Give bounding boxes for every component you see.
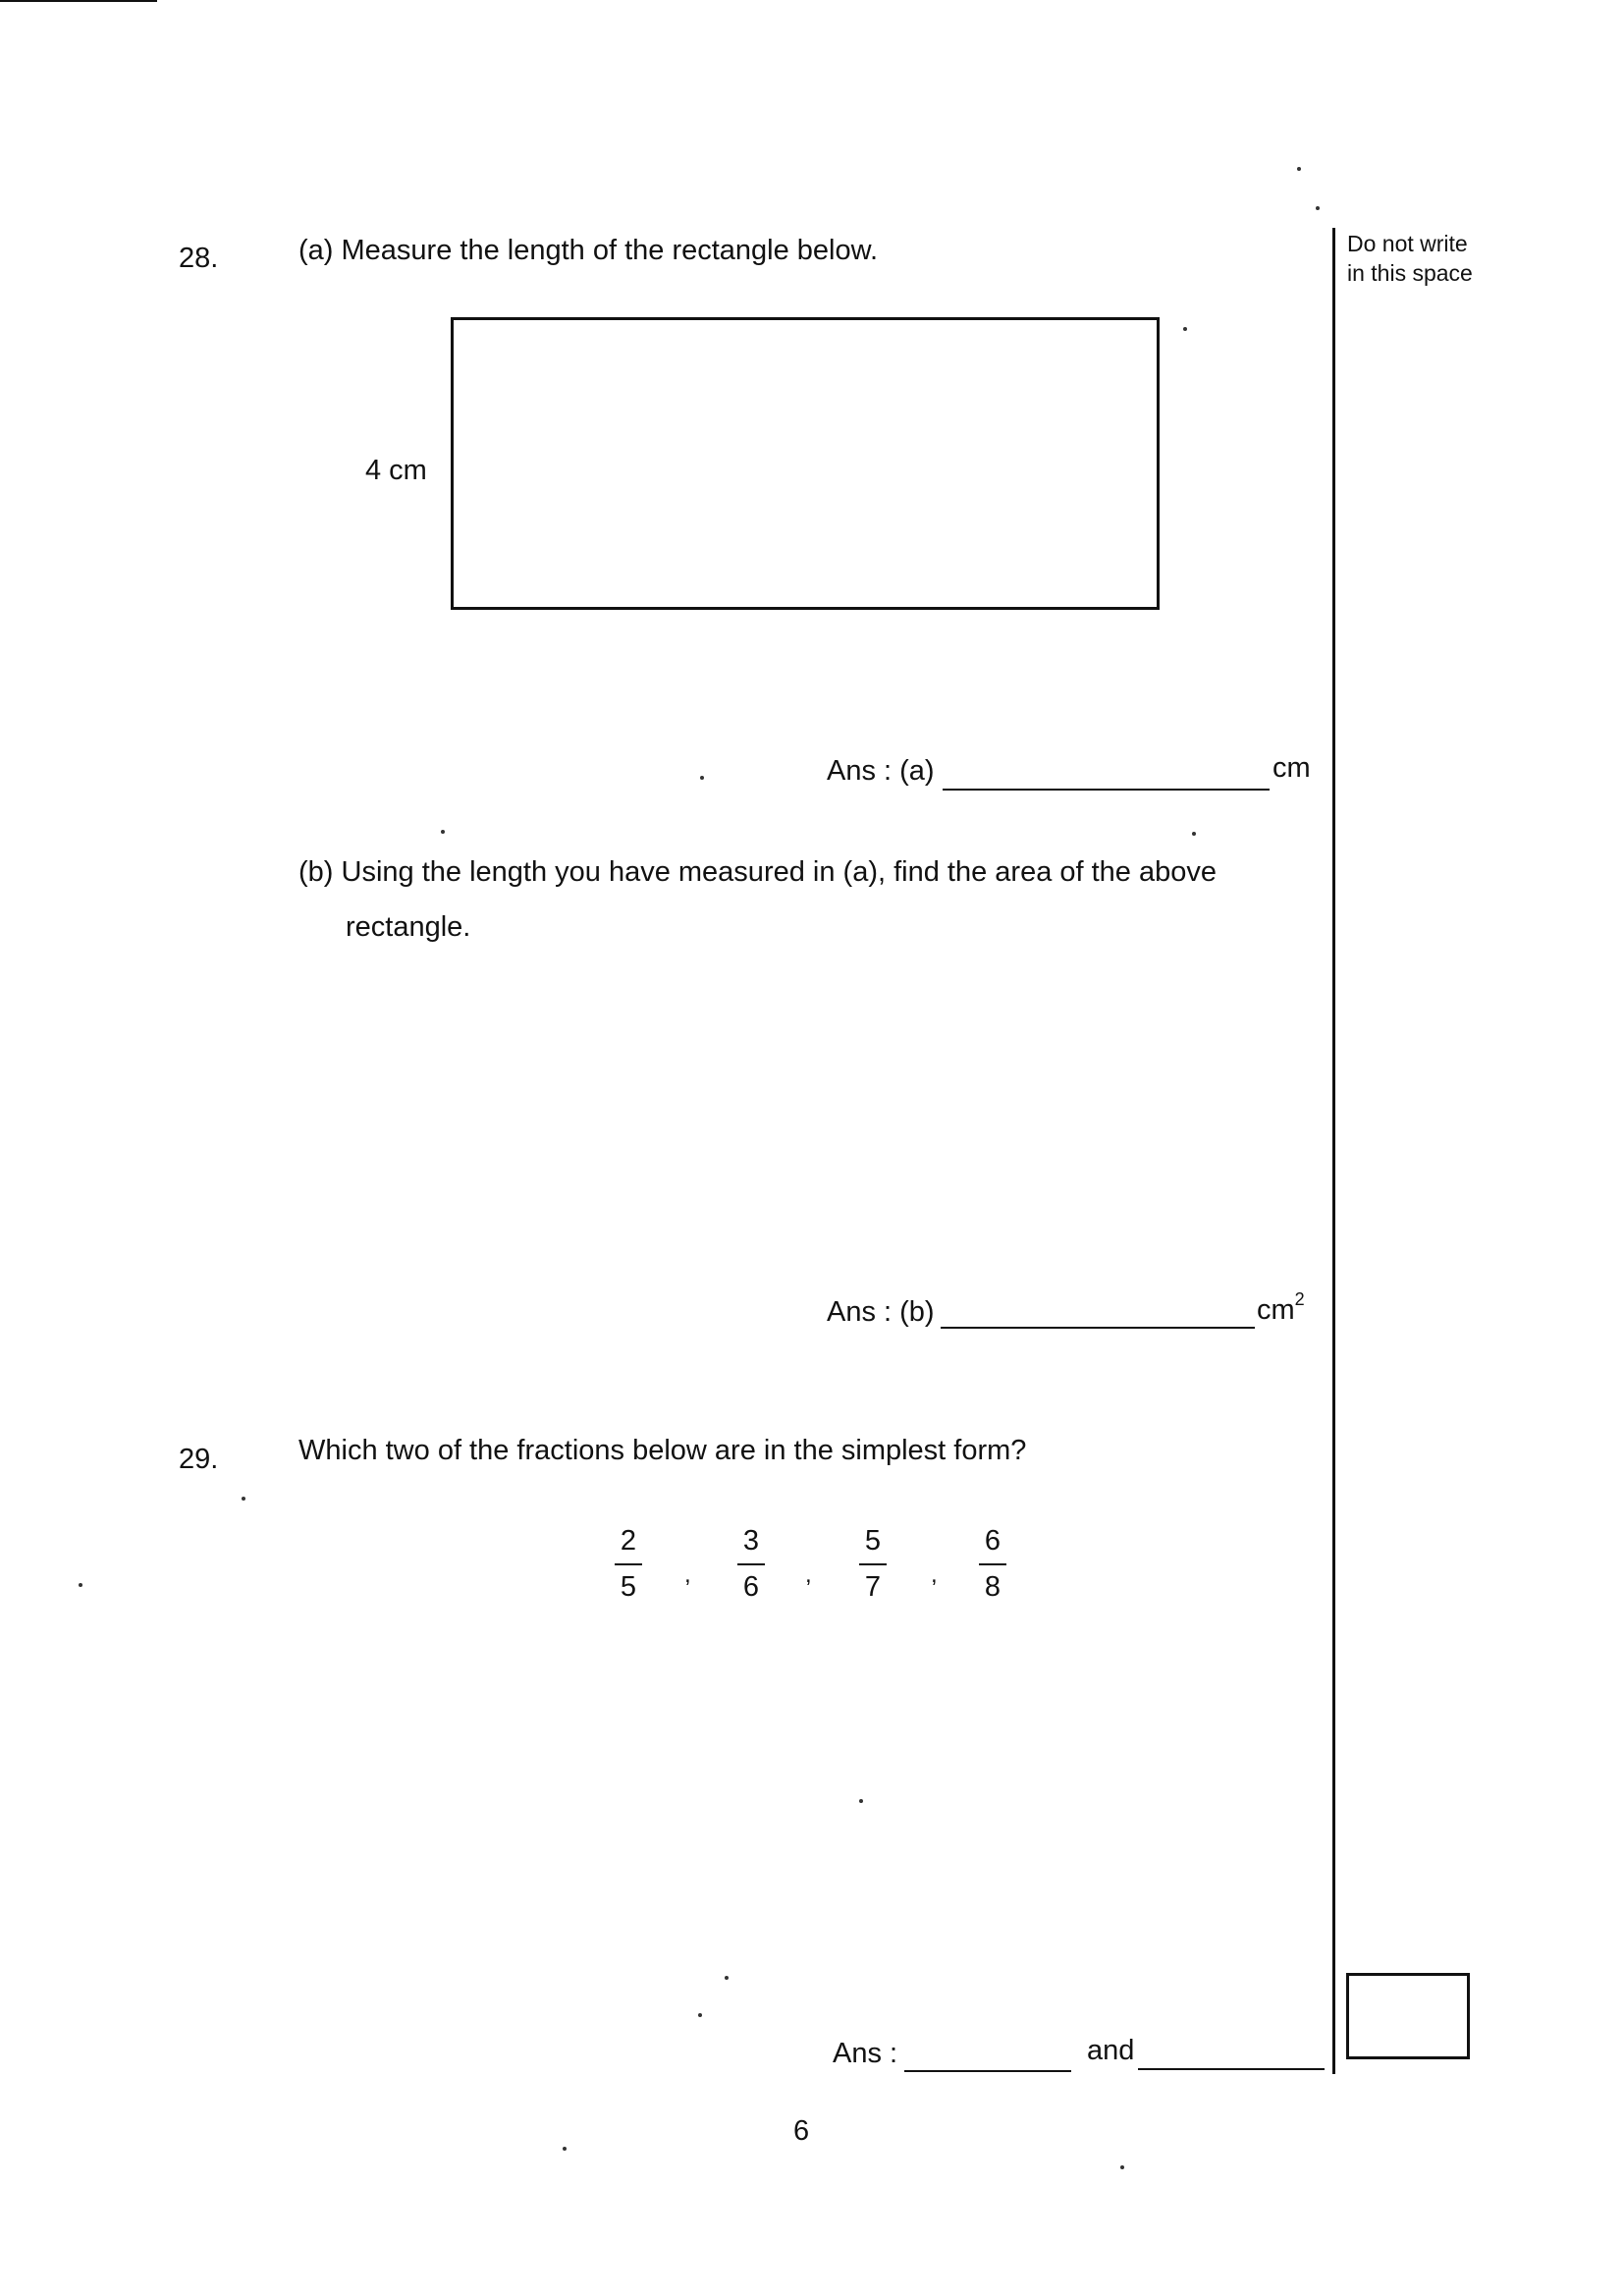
- fraction-4-numerator: 6: [984, 1525, 1001, 1557]
- margin-divider: [1332, 228, 1335, 2074]
- question-29-text: Which two of the fractions below are in the simplest form?: [298, 1435, 1027, 1466]
- scan-speck: [79, 1583, 82, 1587]
- rectangle-side-label: 4 cm: [365, 455, 427, 486]
- fraction-2: [731, 1527, 771, 1602]
- fraction-separator-2: ,: [805, 1561, 812, 1588]
- answer-a-unit: cm: [1272, 752, 1311, 784]
- fraction-1-numerator: 2: [620, 1525, 637, 1557]
- answer-29-blank-1[interactable]: [904, 2070, 1071, 2072]
- answer-29-label: Ans :: [833, 2038, 898, 2069]
- fraction-4: [973, 1527, 1012, 1602]
- marks-box: [1346, 1973, 1470, 2059]
- answer-a-blank[interactable]: [943, 789, 1270, 791]
- question-28-part-a: (a) Measure the length of the rectangle below.: [298, 235, 879, 266]
- fraction-3-bar: [859, 1563, 887, 1565]
- answer-b-unit: [1257, 1289, 1305, 1326]
- fraction-3-numerator: 5: [864, 1525, 882, 1557]
- answer-b-blank[interactable]: [941, 1327, 1255, 1329]
- answer-b-label: Ans : (b): [827, 1296, 935, 1328]
- answer-29-blank-2[interactable]: [1138, 2068, 1325, 2070]
- scan-artifact-line: [0, 0, 157, 2]
- answer-29-and: and: [1087, 2035, 1135, 2066]
- fraction-separator-3: ,: [931, 1561, 938, 1588]
- rectangle-figure: [451, 317, 1160, 610]
- question-28-number: 28.: [179, 243, 219, 274]
- scan-speck: [1192, 832, 1196, 836]
- fraction-2-numerator: 3: [742, 1525, 760, 1557]
- margin-note-line2: in this space: [1347, 260, 1473, 286]
- margin-note: [1347, 229, 1473, 288]
- scan-speck: [698, 2013, 702, 2017]
- scan-speck: [1316, 206, 1320, 210]
- answer-b-unit-exponent: 2: [1294, 1289, 1305, 1309]
- fraction-4-denominator: 8: [984, 1571, 1001, 1603]
- scan-speck: [859, 1799, 863, 1803]
- scan-speck: [563, 2147, 567, 2151]
- fraction-3-denominator: 7: [864, 1571, 882, 1603]
- scan-speck: [725, 1976, 729, 1980]
- scan-speck: [242, 1497, 245, 1501]
- fraction-2-bar: [737, 1563, 765, 1565]
- fraction-3: [853, 1527, 893, 1602]
- question-29-number: 29.: [179, 1444, 219, 1475]
- fraction-1-denominator: 5: [620, 1571, 637, 1603]
- fraction-2-denominator: 6: [742, 1571, 760, 1603]
- fraction-1-bar: [615, 1563, 642, 1565]
- scan-speck: [441, 830, 445, 834]
- fraction-1: [609, 1527, 648, 1602]
- answer-a-label: Ans : (a): [827, 755, 935, 787]
- fraction-separator-1: ,: [684, 1561, 691, 1588]
- scan-speck: [700, 776, 704, 780]
- scan-speck: [1297, 167, 1301, 171]
- page-number: 6: [793, 2115, 810, 2147]
- question-28-part-b-line1: (b) Using the length you have measured in (a), find the area of the above: [298, 856, 1218, 888]
- scan-speck: [1120, 2165, 1124, 2169]
- answer-b-unit-text: cm: [1257, 1294, 1295, 1326]
- scan-speck: [1183, 327, 1187, 331]
- fraction-4-bar: [979, 1563, 1006, 1565]
- margin-note-line1: Do not write: [1347, 231, 1468, 256]
- question-28-part-b-line2: rectangle.: [346, 911, 471, 943]
